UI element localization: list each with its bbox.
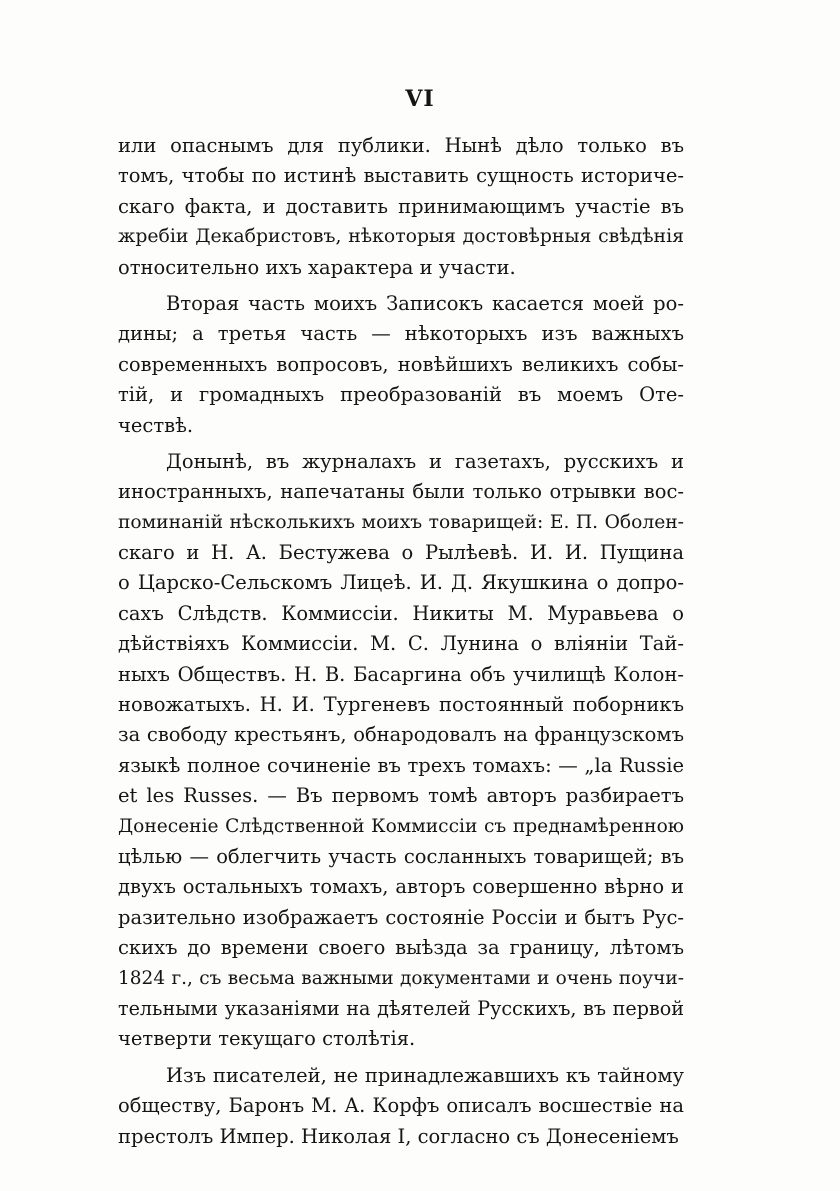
- text-line: престолъ Импер. Николая I, согласно съ Донесеніемъ: [118, 1124, 679, 1148]
- text-line: дины; а третья часть — нѣкоторыхъ изъ важныхъ: [118, 322, 684, 346]
- text-line: двухъ остальныхъ томахъ, авторъ совершенно вѣрно и: [118, 875, 684, 899]
- text-line: четверти текущаго столѣтія.: [118, 1027, 416, 1051]
- text-line: за свободу крестьянъ, обнародовалъ на французскомъ: [118, 723, 684, 747]
- text-line: ныхъ Обществъ. Н. В. Басаргина объ училищѣ Колон-: [118, 662, 684, 686]
- body-text: [118, 131, 684, 1158]
- text-line: Изъ писателей, не принадлежавшихъ къ тайному: [166, 1063, 684, 1087]
- text-line: тій, и громадныхъ преобразованій въ моемъ Оте-: [118, 383, 684, 407]
- text-line: скаго и Н. А. Бестужева о Рылѣевѣ. И. И. Пущина: [118, 541, 684, 565]
- text-line: Вторая часть моихъ Записокъ касается моей ро-: [166, 291, 684, 315]
- text-line: современныхъ вопросовъ, новѣйшихъ великихъ собы-: [118, 352, 684, 376]
- text-line: обществу, Баронъ М. А. Корфъ описалъ восшествіе на: [118, 1094, 684, 1118]
- text-line: скаго факта, и доставить принимающимъ участіе въ: [118, 194, 684, 218]
- text-line: новожатыхъ. Н. И. Тургеневъ постоянный поборникъ: [118, 693, 684, 717]
- text-line: et les Russes. — Въ первомъ томѣ авторъ разбираетъ: [118, 784, 684, 808]
- text-line: или опаснымъ для публики. Нынѣ дѣло только въ: [118, 134, 684, 157]
- text-line: разительно изображаетъ состояніе Россіи и бытъ Рус-: [118, 905, 684, 929]
- text-line: сахъ Слѣдств. Коммиссіи. Никиты М. Муравьева о: [118, 601, 684, 625]
- paragraph: [118, 1061, 684, 1152]
- paragraph: [118, 289, 684, 441]
- text-line: языкѣ полное сочиненіе въ трехъ томахъ: — „la Russie: [118, 753, 684, 777]
- text-line: о Царско-Сельскомъ Лицеѣ. И. Д. Якушкина о допро-: [118, 571, 684, 595]
- text-line: томъ, чтобы по истинѣ выставить сущность историче-: [118, 164, 684, 188]
- text-line: цѣлью — облегчить участь сосланныхъ товарищей; въ: [118, 844, 684, 868]
- text-line: скихъ до времени своего выѣзда за границу, лѣтомъ: [118, 936, 684, 960]
- page-number: VI: [405, 86, 435, 112]
- text-line: поминаній нѣсколькихъ моихъ товарищей: Е. П. Оболен-: [118, 511, 684, 533]
- paragraph: [118, 131, 684, 283]
- text-line: Донынѣ, въ журналахъ и газетахъ, русскихъ и: [166, 449, 684, 473]
- text-line: чествѣ.: [118, 413, 194, 437]
- text-line: 1824 г., съ весьма важными документами и очень поучи-: [118, 967, 684, 989]
- text-line: иностранныхъ, напечатаны были только отрывки вос-: [118, 480, 684, 504]
- text-line: относительно ихъ характера и участи.: [118, 255, 516, 279]
- text-line: жребіи Декабристовъ, нѣкоторыя достовѣрныя свѣдѣнія: [118, 226, 684, 248]
- paragraph: [118, 447, 684, 1055]
- text-line: Донесеніе Слѣдственной Коммиссіи съ преднамѣренною: [118, 815, 684, 837]
- text-line: дѣйствіяхъ Коммиссіи. М. С. Лунина о вліяніи Тай-: [118, 632, 684, 656]
- text-line: тельными указаніями на дѣятелей Русскихъ, въ первой: [118, 996, 684, 1020]
